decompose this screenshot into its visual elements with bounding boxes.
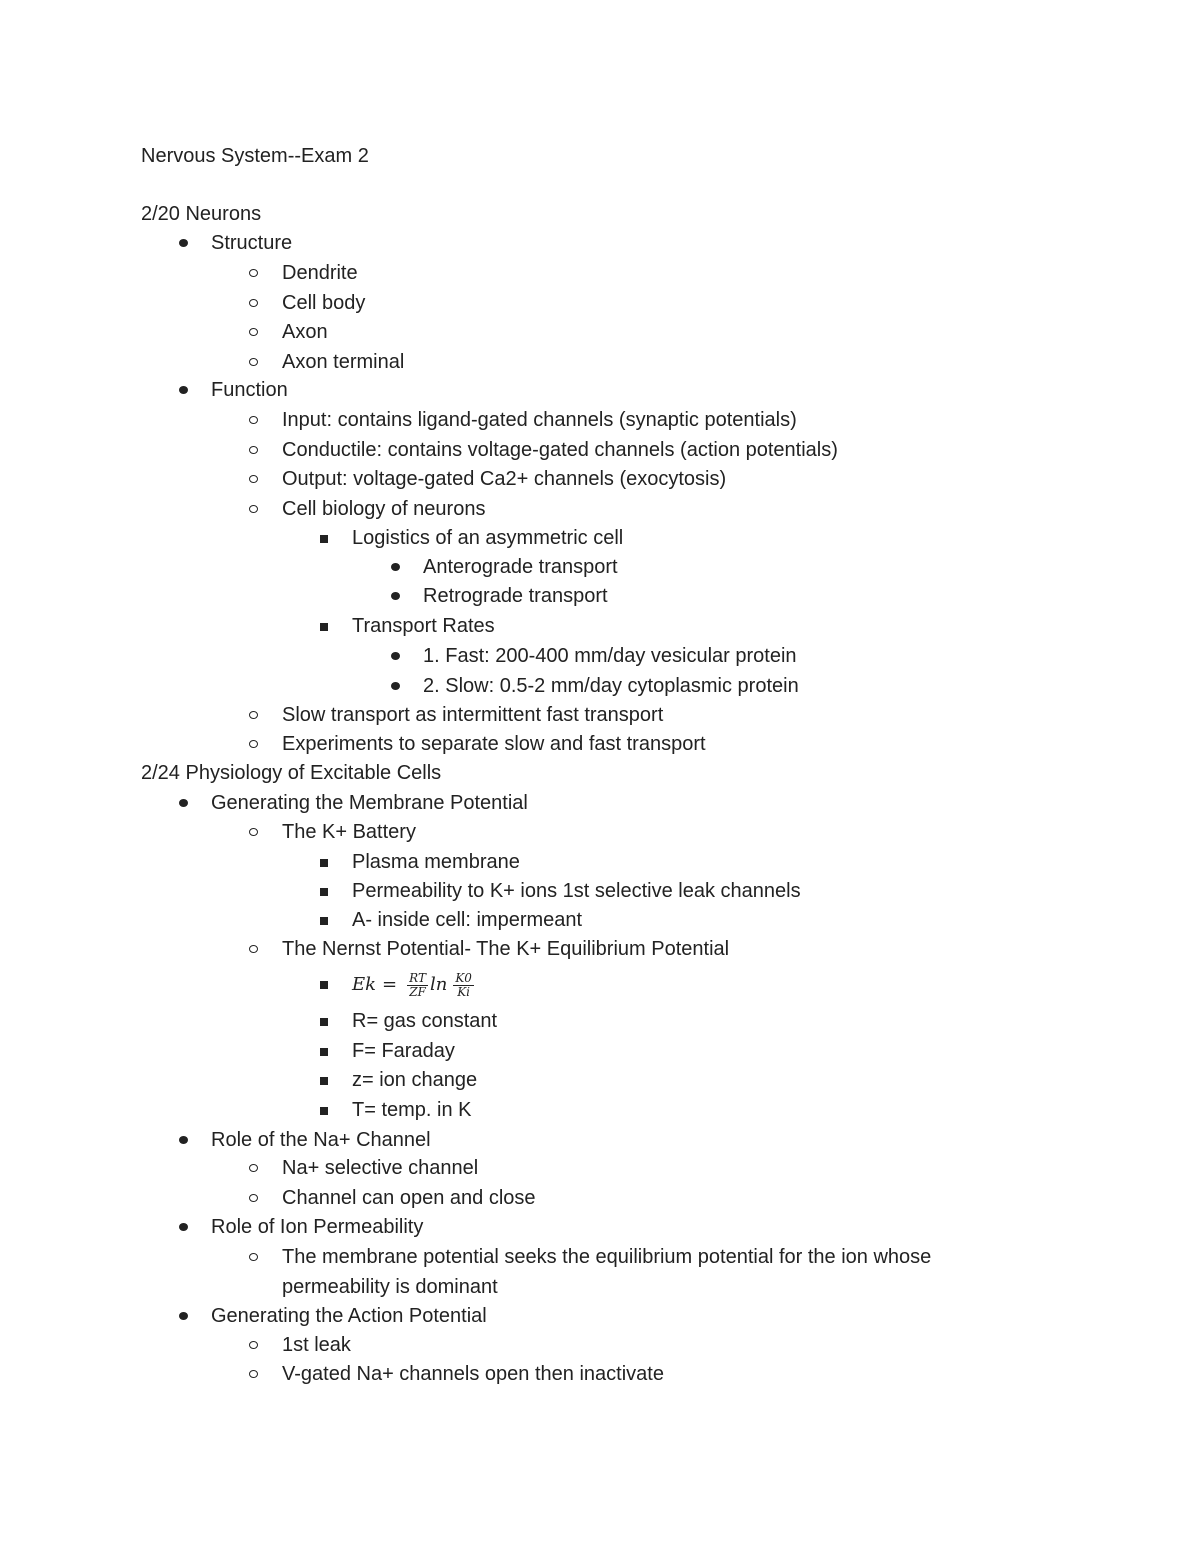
list-item-text: T= temp. in K bbox=[352, 1099, 472, 1121]
nernst-formula bbox=[352, 965, 476, 1005]
bullet-square-icon bbox=[319, 847, 333, 877]
list-item-text: Cell body bbox=[282, 292, 366, 314]
list-item-text: The Nernst Potential- The K+ Equilibrium Potential bbox=[282, 938, 730, 960]
bullet-circle-icon bbox=[249, 347, 263, 377]
list-item-text: Function bbox=[211, 379, 288, 401]
list-item-text: Conductile: contains voltage-gated channels (action potentials) bbox=[282, 439, 838, 461]
bullet-circle-icon bbox=[249, 258, 263, 288]
list-item-text: 1. Fast: 200-400 mm/day vesicular protein bbox=[423, 645, 797, 667]
bullet-square-icon bbox=[319, 1006, 333, 1036]
section-heading-text: 2/20 Neurons bbox=[141, 203, 262, 225]
bullet-dot-icon bbox=[178, 1125, 192, 1155]
bullet-circle-icon bbox=[249, 1242, 263, 1272]
bullet-square-icon bbox=[319, 905, 333, 935]
bullet-dot-icon bbox=[178, 1212, 192, 1242]
list-item-text: Axon bbox=[282, 321, 328, 343]
bullet-dot-icon bbox=[390, 552, 404, 582]
list-item-text: 1st leak bbox=[282, 1334, 351, 1356]
formula-fraction-rt-zf bbox=[407, 972, 428, 999]
bullet-square-icon bbox=[319, 969, 333, 999]
list-item-text: V-gated Na+ channels open then inactivate bbox=[282, 1363, 664, 1385]
list-item-text: Cell biology of neurons bbox=[282, 498, 486, 520]
formula-fraction-k0-ki bbox=[453, 972, 474, 999]
list-item-text: A- inside cell: impermeant bbox=[352, 909, 583, 931]
bullet-dot-icon bbox=[178, 375, 192, 405]
bullet-dot-icon bbox=[390, 581, 404, 611]
formula-equals: = bbox=[382, 974, 398, 995]
bullet-dot-icon bbox=[390, 671, 404, 701]
list-item-text: Na+ selective channel bbox=[282, 1157, 479, 1179]
bullet-square-icon bbox=[319, 1095, 333, 1125]
list-item-text: Input: contains ligand-gated channels (synaptic potentials) bbox=[282, 409, 797, 431]
formula-numerator: K0 bbox=[455, 970, 472, 985]
list-item-text: F= Faraday bbox=[352, 1040, 455, 1062]
bullet-dot-icon bbox=[178, 1301, 192, 1331]
bullet-circle-icon bbox=[249, 288, 263, 318]
list-item-text: Structure bbox=[211, 232, 293, 254]
formula-lhs: Ek bbox=[352, 974, 377, 995]
bullet-circle-icon bbox=[249, 1330, 263, 1360]
list-item-text: Transport Rates bbox=[352, 615, 495, 637]
list-item-text: Generating the Membrane Potential bbox=[211, 792, 528, 814]
list-item-text: Slow transport as intermittent fast transport bbox=[282, 704, 664, 726]
list-item-text: z= ion change bbox=[352, 1069, 478, 1091]
list-item-text: Plasma membrane bbox=[352, 851, 520, 873]
bullet-dot-icon bbox=[178, 788, 192, 818]
list-item-text: Role of the Na+ Channel bbox=[211, 1129, 431, 1151]
bullet-square-icon bbox=[319, 1036, 333, 1066]
bullet-square-icon bbox=[319, 611, 333, 641]
bullet-circle-icon bbox=[249, 435, 263, 465]
section-heading-text: 2/24 Physiology of Excitable Cells bbox=[141, 762, 442, 784]
bullet-dot-icon bbox=[178, 228, 192, 258]
bullet-circle-icon bbox=[249, 1153, 263, 1183]
list-item-text: The K+ Battery bbox=[282, 821, 416, 843]
list-item-text: Experiments to separate slow and fast transport bbox=[282, 733, 706, 755]
document-title-text: Nervous System--Exam 2 bbox=[141, 145, 369, 167]
list-item-text: Dendrite bbox=[282, 262, 358, 284]
list-item-text: R= gas constant bbox=[352, 1010, 498, 1032]
list-item-text: Logistics of an asymmetric cell bbox=[352, 527, 624, 549]
formula-numerator: RT bbox=[409, 970, 426, 985]
bullet-circle-icon bbox=[249, 494, 263, 524]
bullet-circle-icon bbox=[249, 1359, 263, 1389]
list-item-text: Role of Ion Permeability bbox=[211, 1216, 424, 1238]
bullet-circle-icon bbox=[249, 464, 263, 494]
bullet-square-icon bbox=[319, 523, 333, 553]
list-item-text: Retrograde transport bbox=[423, 585, 608, 607]
list-item-text: Permeability to K+ ions 1st selective leak channels bbox=[352, 880, 801, 902]
bullet-circle-icon bbox=[249, 1183, 263, 1213]
list-item-text: Generating the Action Potential bbox=[211, 1305, 487, 1327]
list-item-text: Axon terminal bbox=[282, 351, 405, 373]
bullet-circle-icon bbox=[249, 700, 263, 730]
list-item-text: 2. Slow: 0.5-2 mm/day cytoplasmic protein bbox=[423, 675, 799, 697]
bullet-square-icon bbox=[319, 876, 333, 906]
bullet-circle-icon bbox=[249, 405, 263, 435]
formula-denominator: Ki bbox=[457, 984, 471, 999]
bullet-square-icon bbox=[319, 1065, 333, 1095]
list-item-text: The membrane potential seeks the equilibrium potential for the ion whose permeability is dominant bbox=[282, 1246, 932, 1298]
bullet-circle-icon bbox=[249, 934, 263, 964]
bullet-circle-icon bbox=[249, 817, 263, 847]
bullet-circle-icon bbox=[249, 729, 263, 759]
bullet-circle-icon bbox=[249, 317, 263, 347]
list-item-text: Anterograde transport bbox=[423, 556, 618, 578]
formula-ln: ln bbox=[429, 974, 448, 995]
formula-denominator: ZF bbox=[409, 984, 426, 999]
list-item-text: Output: voltage-gated Ca2+ channels (exocytosis) bbox=[282, 468, 727, 490]
list-item-text: Channel can open and close bbox=[282, 1187, 536, 1209]
bullet-dot-icon bbox=[390, 641, 404, 671]
